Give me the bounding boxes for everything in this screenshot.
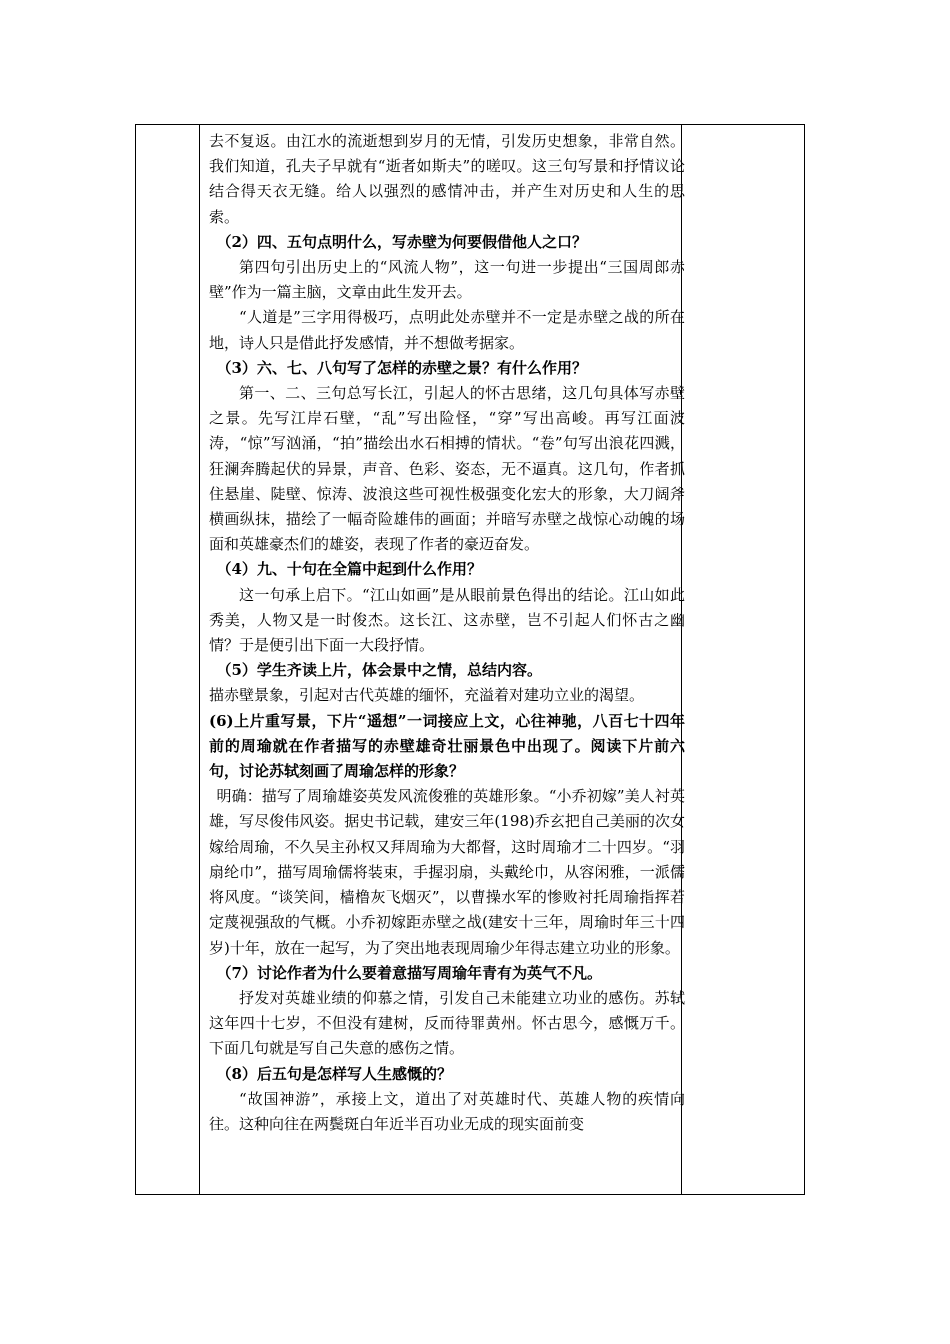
paragraph: 抒发对英雄业绩的仰慕之情，引发自己未能建立功业的感伤。苏轼这年四十七岁，不但没有建树，反而待罪黄州。怀古思今，感慨万千。下面几句就是写自己失意的感伤之情。 — [209, 988, 685, 1058]
question-heading: （2）四、五句点明什么，写赤壁为何要假借他人之口？ — [216, 232, 587, 251]
paragraph: “人道是”三字用得极巧，点明此处赤壁并不一定是赤壁之战的所在地，诗人只是借此抒发感情，并不想做考据家。 — [209, 308, 685, 352]
question-heading: (6)上片重写景，下片“遥想”一词接应上文，心往神驰，八百七十四年前的周瑜就在作者描写的赤壁雄奇壮丽景色中出现了。阅读下片前六句，讨论苏轼刻画了周瑜怎样的形象？ — [209, 711, 685, 781]
question-heading: （7）讨论作者为什么要着意描写周瑜年青有为英气不凡。 — [216, 963, 602, 982]
question-heading: （8）后五句是怎样写人生感慨的？ — [216, 1064, 452, 1083]
left-column — [136, 125, 199, 1194]
question-heading: （5）学生齐读上片，体会景中之情，总结内容。 — [216, 661, 542, 680]
paragraph: 第四句引出历史上的“风流人物”，这一句进一步提出“三国周郎赤壁”作为一篇主脑，文章由此生发开去。 — [209, 258, 685, 302]
paragraph: 描赤壁景象，引起对古代英雄的缅怀，充溢着对建功立业的渴望。 — [209, 686, 645, 705]
question-heading: （3）六、七、八句写了怎样的赤壁之景？有什么作用？ — [216, 358, 587, 377]
right-column — [682, 125, 804, 1194]
lesson-content — [209, 129, 685, 1191]
paragraph: 去不复返。由江水的流逝想到岁月的无情，引发历史想象，非常自然。我们知道，孔夫子早就有“逝者如斯夫”的嗟叹。这三句写景和抒情议论结合得天衣无缝。给人以强烈的感情冲击，并产生对历史和人生的思索。 — [209, 132, 685, 226]
paragraph: “故国神游”，承接上文，道出了对英雄时代、英雄人物的疾情向往。这种向往在两鬓斑白年近半百功业无成的现实面前变 — [209, 1089, 685, 1133]
question-heading: （4）九、十句在全篇中起到什么作用？ — [216, 560, 482, 579]
paragraph: 第一、二、三句总写长江，引起人的怀古思绪，这几句具体写赤壁之景。先写江岸石壁，“乱”写出险怪，“穿”写出高峻。再写江面波涛，“惊”写汹涌，“拍”描绘出水石相搏的情状。“卷”句写出浪花四溅，狂澜奔腾起伏的异景，声音、色彩、姿态，无不逼真。这几句，作者抓住悬崖、陡壁、惊涛、波浪这些可视性极强变化宏大的形象，大刀阔斧横画纵抹，描绘了一幅奇险雄伟的画面；并暗写赤壁之战惊心动魄的场面和英雄豪杰们的雄姿，表现了作者的豪迈奋发。 — [209, 384, 685, 554]
column-divider-1 — [199, 125, 200, 1194]
answer-paragraph: 明确：描写了周瑜雄姿英发风流俊雅的英雄形象。“小乔初嫁”美人衬英雄，写尽俊伟风姿。据史书记载，建安三年(198)乔玄把自己美丽的次女嫁给周瑜，不久吴主孙权又拜周瑜为大都督，这时周瑜才二十四岁。“羽扇纶巾”，描写周瑜儒将装束，手握羽扇，头戴纶巾，从容闲雅，一派儒将风度。“谈笑间，樯橹灰飞烟灭”，以曹操水军的惨败衬托周瑜指挥若定蔑视强敌的气概。小乔初嫁距赤壁之战(建安十三年，周瑜时年三十四岁)十年，放在一起写，为了突出地表现周瑜少年得志建立功业的形象。 — [209, 787, 685, 957]
paragraph: 这一句承上启下。“江山如画”是从眼前景色得出的结论。江山如此秀美，人物又是一时俊杰。这长江、这赤壁，岂不引起人们怀古之幽情？于是便引出下面一大段抒情。 — [209, 585, 685, 655]
lesson-table — [135, 124, 805, 1195]
